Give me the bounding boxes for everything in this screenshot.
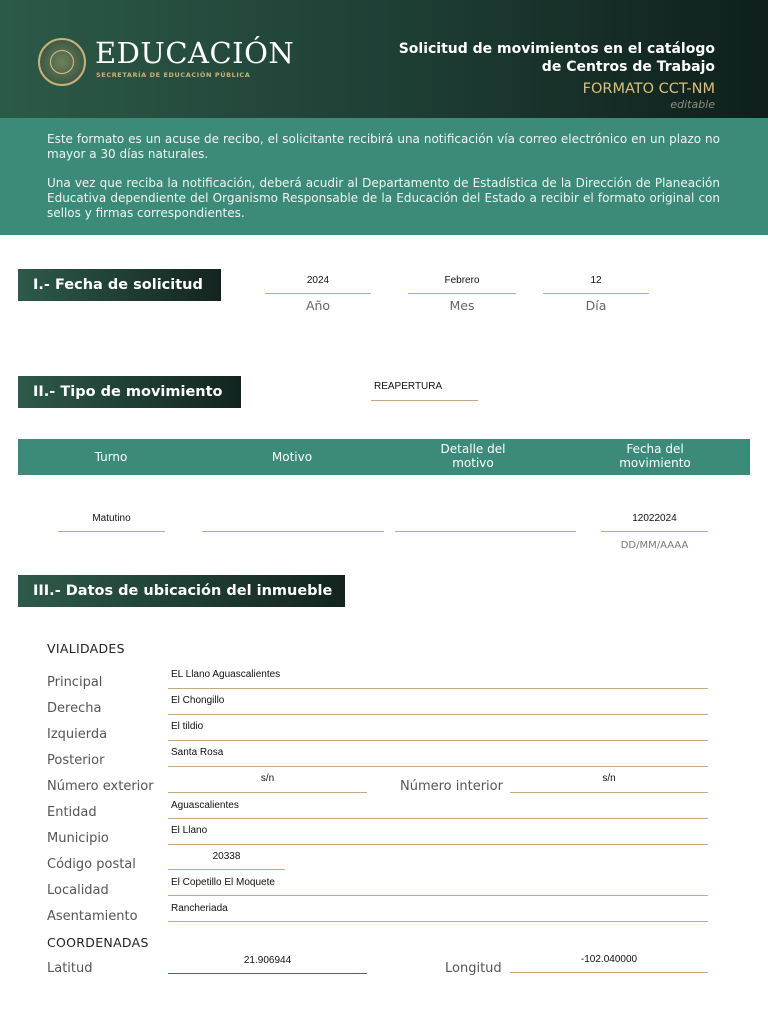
intro-paragraph-2: Una vez que reciba la notificación, deberá acudir al Departamento de Estadística de la Dirección de Planeación Educativa dependiente del Organismo Responsable de la Educación del Estado a recibir el formato original con sellos y firmas correspondientes. xyxy=(47,176,720,220)
derecha-line xyxy=(168,714,708,715)
day-field-line xyxy=(543,293,649,294)
fecha-movimiento-field[interactable]: 12022024 xyxy=(632,513,677,524)
localidad-label: Localidad xyxy=(47,883,109,898)
document-title-line2: de Centros de Trabajo xyxy=(541,59,715,75)
latitud-line xyxy=(168,973,367,974)
numero-interior-label: Número interior xyxy=(400,779,503,794)
month-field-line xyxy=(408,293,516,294)
day-caption: Día xyxy=(585,298,607,313)
format-code: FORMATO CCT-NM xyxy=(582,81,715,97)
principal-line xyxy=(168,688,708,689)
month-caption: Mes xyxy=(449,298,475,313)
editable-note: editable xyxy=(670,98,715,111)
year-field-line xyxy=(265,293,371,294)
izquierda-line xyxy=(168,740,708,741)
th-detalle-motivo: Detalle del motivo xyxy=(440,442,506,470)
movement-type-line xyxy=(371,400,478,401)
entidad-label: Entidad xyxy=(47,805,97,820)
numero-exterior-field[interactable]: s/n xyxy=(260,773,275,784)
motivo-line xyxy=(202,531,384,532)
turno-line xyxy=(58,531,165,532)
numero-exterior-line xyxy=(168,792,367,793)
day-field[interactable]: 12 xyxy=(590,275,602,286)
entidad-field[interactable]: Aguascalientes xyxy=(171,800,239,811)
codigo-postal-field[interactable]: 20338 xyxy=(212,851,241,862)
municipio-line xyxy=(168,844,708,845)
posterior-line xyxy=(168,766,708,767)
section-fecha-solicitud-title: I.- Fecha de solicitud xyxy=(18,269,221,301)
intro-paragraph-1: Este formato es un acuse de recibo, el solicitante recibirá una notificación vía correo electrónico en un plazo no mayor a 30 días naturales. xyxy=(47,132,720,161)
latitud-field[interactable]: 21.906944 xyxy=(243,955,292,966)
year-field[interactable]: 2024 xyxy=(306,275,330,286)
th-fecha-movimiento: Fecha del movimiento xyxy=(619,442,691,470)
derecha-label: Derecha xyxy=(47,701,102,716)
izquierda-label: Izquierda xyxy=(47,727,108,742)
municipio-label: Municipio xyxy=(47,831,109,846)
year-caption: Año xyxy=(305,298,331,313)
seal-emblem-icon xyxy=(50,50,74,74)
longitud-line xyxy=(510,972,708,973)
codigo-postal-label: Código postal xyxy=(47,857,136,872)
localidad-field[interactable]: El Copetillo El Moquete xyxy=(171,877,275,888)
month-field[interactable]: Febrero xyxy=(444,275,480,286)
longitud-field[interactable]: -102.040000 xyxy=(580,954,638,965)
localidad-line xyxy=(168,895,708,896)
turno-field[interactable]: Matutino xyxy=(92,513,131,524)
coordenadas-heading: COORDENADAS xyxy=(47,935,149,950)
codigo-postal-line xyxy=(168,869,285,870)
numero-interior-field[interactable]: s/n xyxy=(602,773,616,784)
entidad-line xyxy=(168,818,708,819)
detalle-motivo-line xyxy=(395,531,576,532)
principal-label: Principal xyxy=(47,675,103,690)
posterior-label: Posterior xyxy=(47,753,105,768)
movement-type-field[interactable]: REAPERTURA xyxy=(374,381,443,392)
vialidades-heading: VIALIDADES xyxy=(47,641,125,656)
asentamiento-line xyxy=(168,921,708,922)
th-turno: Turno xyxy=(94,450,128,464)
principal-field[interactable]: EL Llano Aguascalientes xyxy=(171,669,281,680)
numero-exterior-label: Número exterior xyxy=(47,779,154,794)
municipio-field[interactable]: El Llano xyxy=(171,825,208,836)
asentamiento-field[interactable]: Rancheriada xyxy=(171,903,228,914)
derecha-field[interactable]: El Chongillo xyxy=(171,695,225,706)
asentamiento-label: Asentamiento xyxy=(47,909,138,924)
numero-interior-line xyxy=(510,792,708,793)
document-title-line1: Solicitud de movimientos en el catálogo xyxy=(398,41,715,57)
th-motivo: Motivo xyxy=(271,450,313,464)
fecha-movimiento-line xyxy=(601,531,708,532)
longitud-label: Longitud xyxy=(445,961,502,976)
izquierda-field[interactable]: El tildio xyxy=(171,721,204,732)
posterior-field[interactable]: Santa Rosa xyxy=(171,747,224,758)
brand-subtitle: SECRETARÍA DE EDUCACIÓN PÚBLICA xyxy=(96,71,251,79)
section-ubicacion-title: III.- Datos de ubicación del inmueble xyxy=(18,575,345,607)
brand-logo-text: EDUCACIÓN xyxy=(95,36,295,70)
fecha-format-hint: DD/MM/AAAA xyxy=(620,540,689,551)
section-tipo-movimiento-title: II.- Tipo de movimiento xyxy=(18,376,241,408)
latitud-label: Latitud xyxy=(47,961,93,976)
